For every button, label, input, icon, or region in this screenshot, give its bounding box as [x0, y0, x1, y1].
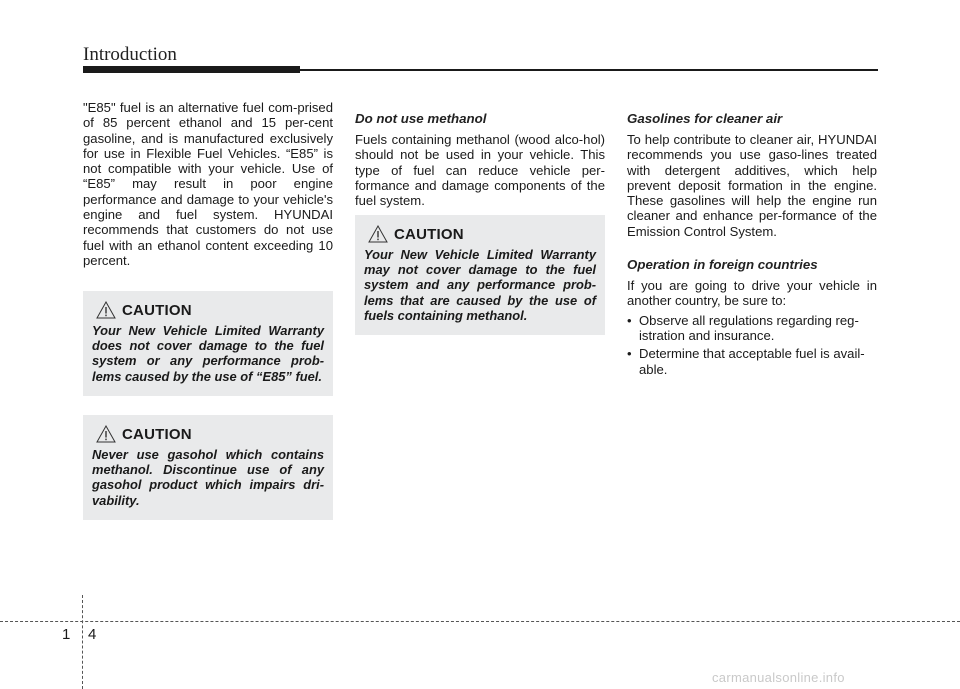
methanol-heading: Do not use methanol [355, 111, 487, 126]
column-1 [83, 100, 333, 268]
methanol-paragraph: Fuels containing methanol (wood alco-hol) should not be used in your vehicle. This type of fuel can reduce vehicle per-formance and damage components of the fuel system. [355, 132, 605, 209]
header-rule-thick [83, 66, 300, 73]
e85-paragraph: "E85" fuel is an alternative fuel com-prised of 85 percent ethanol and 15 per-cent gasoline, and is manufactured exclusively for use in Flexible Fuel Vehicles. “E85” is not compatible with your vehicle. Use of “E85” may result in poor engine performance and damage to your vehicle's engine and fuel system. HYUNDAI recommends that customers do not use fuel with an ethanol content exceeding 10 percent. [83, 100, 333, 268]
caution-title: CAUTION [122, 301, 192, 319]
column-3 [627, 111, 877, 380]
page-title: Introduction [83, 44, 177, 65]
caution-header [92, 299, 324, 321]
foreign-countries-paragraph: If you are going to drive your vehicle in another country, be sure to: [627, 278, 877, 309]
caution-box-e85 [83, 291, 333, 396]
caution-text: Your New Vehicle Limited Warranty does not cover damage to the fuel system or any performance prob-lems caused by the use of “E85” fuel. [92, 323, 324, 384]
warning-triangle-icon [96, 301, 116, 319]
footer-dashed-rule [0, 621, 960, 622]
caution-text: Never use gasohol which contains methanol. Discontinue use of any gasohol product which impairs dri-vability. [92, 447, 324, 508]
cleaner-air-paragraph: To help contribute to cleaner air, HYUNDAI recommends you use gaso-lines treated with detergent additives, which help prevent deposit formation in the engine. These gasolines will help the engine run cleaner and enhance per-formance of the Emission Control System. [627, 132, 877, 239]
caution-title: CAUTION [122, 425, 192, 443]
caution-box-gasohol [83, 415, 333, 520]
caution-header [92, 423, 324, 445]
foreign-countries-heading: Operation in foreign countries [627, 257, 818, 273]
warning-triangle-icon [368, 225, 388, 243]
caution-title: CAUTION [394, 225, 464, 243]
column-2 [355, 111, 605, 208]
header-rule-thin [300, 69, 878, 71]
watermark[interactable]: carmanualsonline.info [712, 670, 845, 685]
foreign-countries-list [627, 313, 877, 377]
page-number: 4 [88, 626, 97, 643]
caution-text: Your New Vehicle Limited Warranty may not cover damage to the fuel system and any performance prob-lems that are caused by the use of fuels containing methanol. [364, 247, 596, 323]
cleaner-air-heading: Gasolines for cleaner air [627, 111, 783, 126]
caution-header [364, 223, 596, 245]
list-item: • Observe all regulations regarding reg-istration and insurance. [627, 313, 877, 344]
warning-triangle-icon [96, 425, 116, 443]
section-number: 1 [62, 626, 71, 643]
caution-box-methanol [355, 215, 605, 335]
footer-dashed-divider [82, 595, 83, 689]
list-item: • Determine that acceptable fuel is avail-able. [627, 346, 877, 377]
